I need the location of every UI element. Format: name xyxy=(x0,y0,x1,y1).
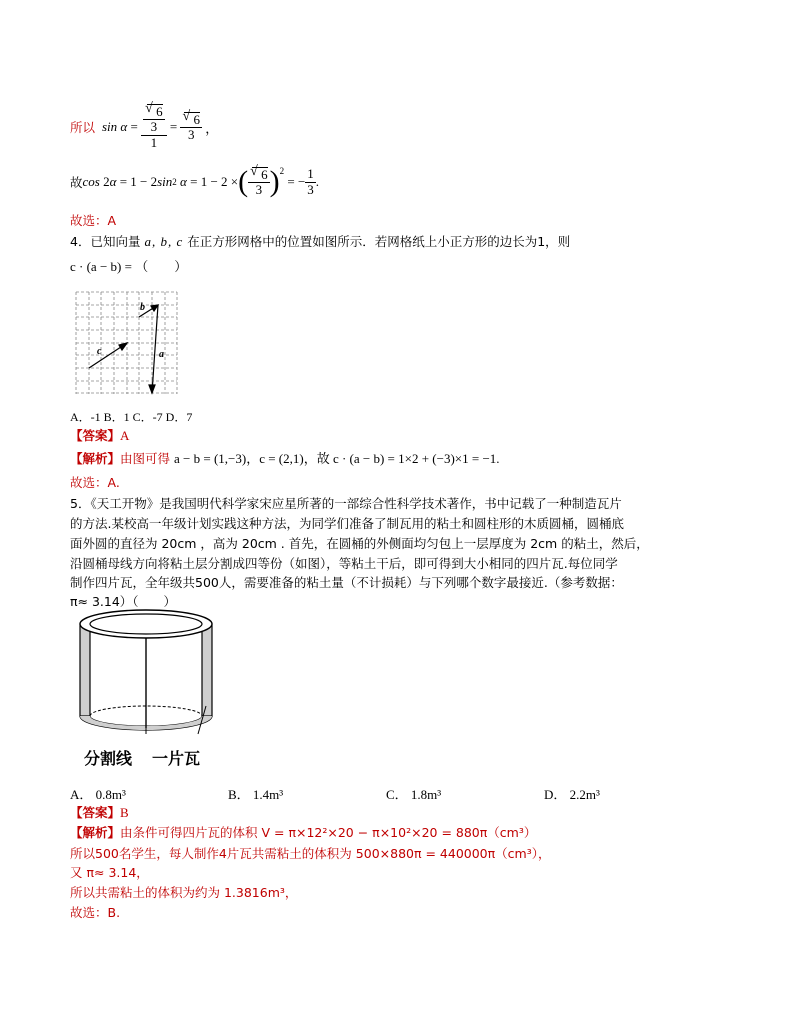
vector-c-arrowhead xyxy=(119,343,127,350)
q4-stem-a: 已知向量 xyxy=(90,234,141,249)
answer-label-q5: 【答案】 xyxy=(70,805,121,820)
q5-analysis-1 xyxy=(70,823,536,841)
vector-b-arrowhead xyxy=(151,305,158,311)
q5-option-a: A． 0.8m³ xyxy=(70,787,126,802)
q4-number: 4． xyxy=(70,234,91,249)
answer-value-q5: B xyxy=(120,805,129,820)
q5-answer xyxy=(70,803,129,821)
top-inner-ellipse xyxy=(90,614,202,634)
vector-a-line xyxy=(152,305,158,393)
q5-option-b: B． 1.4m³ xyxy=(228,787,284,802)
analysis-label: 【解析】 xyxy=(70,451,121,466)
vector-a-arrowhead xyxy=(149,385,155,393)
answer-label: 【答案】 xyxy=(70,428,121,443)
clay-wall-left xyxy=(80,624,90,716)
q4-stem-line2: c · (a − b) = （ ） xyxy=(70,259,188,274)
q5-analysis-4: 所以共需粘土的体积为约为 1.3816m³， xyxy=(70,885,298,900)
sin-equation: sin α = √ $\frac{\frac{6}{3}}{1}$ = √ $\frac{6}{3}$ ， xyxy=(102,98,218,156)
q5-stem-line6: π≈ 3.14）（ ） xyxy=(70,594,177,609)
q5-stem-line2: 的方法.某校高一年级计划实践这种方法，为同学们准备了制瓦用的粘土和圆柱形的木质圆桶，圆桶底 xyxy=(70,516,624,531)
choose-answer-q4: 故选：A. xyxy=(70,475,120,490)
caption-split-line: 分割线 xyxy=(84,749,133,768)
q5-stem-line3: 面外圆的直径为 20cm ，高为 20cm . 首先，在圆桶的外侧面均匀包上一层厚度为 2cm 的粘土，然后， xyxy=(70,536,649,551)
cos-equation: 故 cos 2 α = 1 − 2 sin 2 α = 1 − 2 × ( √ $\frac{6}{3}$ ) $^2$ = − $\frac{1}{3}$ . xyxy=(70,162,319,202)
q4-stem-line1 xyxy=(70,232,570,250)
nested-fraction: √ $\frac{\frac{6}{3}}{1}$ xyxy=(141,104,167,150)
label-c: c xyxy=(97,346,102,357)
label-b: b xyxy=(140,302,145,313)
q5-stem-line5: 制作四片瓦，全年级共500人，需要准备的粘土量（不计损耗）与下列哪个数字最接近.（参考数据： xyxy=(70,575,623,590)
analysis-formula: a − b = (1,−3)，c = (2,1)，故 c · (a − b) = 1×2 + (−3)×1 = −1. xyxy=(174,451,500,466)
q4-analysis xyxy=(70,448,500,467)
answer-value: A xyxy=(120,428,130,443)
vector-grid-figure xyxy=(74,290,180,396)
so-label: 所以 xyxy=(70,120,96,135)
q5-stem-line4: 沿圆桶母线方向将粘土层分割成四等份（如图），等粘土干后，即可得到大小相同的四片瓦.每位同学 xyxy=(70,556,618,571)
q5-option-d: D． 2.2m³ xyxy=(544,787,600,802)
q4-vectors: a, b, c xyxy=(144,234,184,249)
clay-wall-right xyxy=(202,624,212,716)
q4-answer xyxy=(70,426,129,444)
analysis-line-1: 由条件可得四片瓦的体积 V = π×12²×20 − π×10²×20 = 880π（cm³） xyxy=(120,825,537,840)
analysis-text-a: 由图可得 xyxy=(120,451,171,466)
choose-answer-q3: 故选：A xyxy=(70,213,117,228)
so-label-2: 故 xyxy=(70,175,83,190)
q5-stem-line1: 5．《天工开物》是我国明代科学家宋应星所著的一部综合性科学技术著作，书中记载了一种制造瓦片 xyxy=(70,496,622,511)
q5-analysis-2: 所以500名学生，每人制作4片瓦共需粘土的体积为 500×880π = 440000π（cm³）， xyxy=(70,846,551,861)
caption-one-tile: 一片瓦 xyxy=(152,749,201,768)
analysis-label-q5: 【解析】 xyxy=(70,825,121,840)
cylinder-figure xyxy=(76,606,216,736)
q4-options: A．-1 B．1 C．-7 D．7 xyxy=(70,410,193,424)
q5-analysis-3: 又 π≈ 3.14， xyxy=(70,865,149,880)
q4-stem-b: 在正方形网格中的位置如图所示．若网格纸上小正方形的边长为1，则 xyxy=(187,234,571,249)
choose-answer-q5: 故选：B. xyxy=(70,905,121,920)
q5-option-c: C． 1.8m³ xyxy=(386,787,442,802)
label-a: a xyxy=(159,349,164,360)
